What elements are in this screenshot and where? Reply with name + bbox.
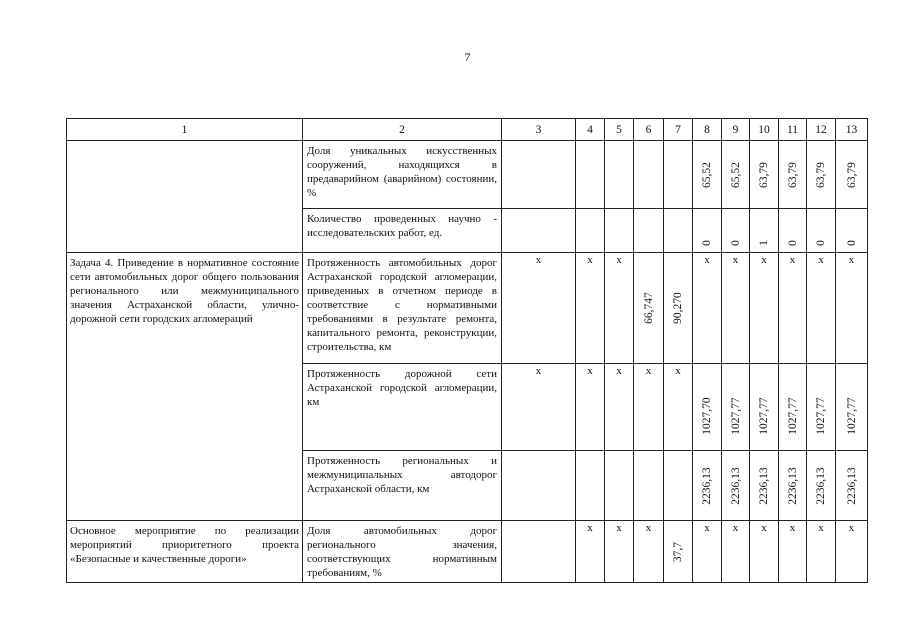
- header-cell: 5: [605, 119, 634, 141]
- value-cell: [693, 209, 722, 253]
- value-cell: х: [807, 521, 836, 583]
- header-cell: 6: [634, 119, 664, 141]
- value-cell: х: [664, 364, 693, 451]
- value-text: 63,79: [815, 162, 827, 188]
- value-cell: [779, 364, 807, 451]
- value-cell: [576, 209, 605, 253]
- value-cell: [634, 141, 664, 209]
- value-text: 65,52: [729, 162, 742, 188]
- value-text: 0: [701, 240, 713, 246]
- indicator-cell: Протяженность региональных и межмуниципальных автодорог Астраханской области, км: [303, 451, 502, 521]
- table-row: [67, 141, 868, 209]
- indicators-table: [66, 118, 868, 583]
- value-text: 2236,13: [815, 467, 827, 505]
- value-cell: [750, 451, 779, 521]
- value-text: 2236,13: [729, 467, 742, 505]
- value-text: 1027,77: [815, 397, 827, 435]
- value-cell: [779, 451, 807, 521]
- value-text: 63,79: [758, 162, 770, 188]
- header-cell: 3: [502, 119, 576, 141]
- header-cell: 4: [576, 119, 605, 141]
- value-cell: [664, 209, 693, 253]
- value-cell: [693, 364, 722, 451]
- value-text: 0: [729, 240, 742, 246]
- value-text: 2236,13: [701, 467, 713, 505]
- value-cell: [779, 209, 807, 253]
- value-cell: [807, 209, 836, 253]
- value-cell: [750, 141, 779, 209]
- value-cell: х: [634, 521, 664, 583]
- value-cell: [722, 209, 750, 253]
- value-cell: х: [605, 364, 634, 451]
- value-cell: х: [750, 253, 779, 364]
- value-cell: [836, 209, 868, 253]
- value-text: 0: [845, 240, 858, 246]
- value-text: 63,79: [786, 162, 799, 188]
- value-cell: х: [502, 253, 576, 364]
- header-row: [67, 119, 868, 141]
- value-cell: [576, 141, 605, 209]
- task-cell: [67, 141, 303, 253]
- header-cell: 12: [807, 119, 836, 141]
- value-cell: [693, 141, 722, 209]
- indicator-cell: Протяженность автомобильных дорог Астраханской городской агломерации, приведенных в отчетном периоде в соответствие с нормативными требованиями в результате ремонта, капитального ремонта, реконструкции, строительства, км: [303, 253, 502, 364]
- value-cell: [836, 451, 868, 521]
- header-cell: 13: [836, 119, 868, 141]
- page-number: 7: [464, 50, 471, 64]
- value-cell: х: [779, 521, 807, 583]
- value-cell: х: [693, 253, 722, 364]
- value-text: 1027,77: [758, 397, 770, 435]
- value-cell: [664, 253, 693, 364]
- indicator-cell: Протяженность дорожной сети Астраханской городской агломерации, км: [303, 364, 502, 451]
- value-cell: [634, 451, 664, 521]
- value-text: 1027,77: [729, 397, 742, 435]
- value-cell: х: [722, 253, 750, 364]
- header-cell: 11: [779, 119, 807, 141]
- value-cell: [664, 521, 693, 583]
- value-cell: [502, 521, 576, 583]
- header-cell: 8: [693, 119, 722, 141]
- header-cell: 7: [664, 119, 693, 141]
- value-text: 65,52: [701, 162, 713, 188]
- value-cell: [779, 141, 807, 209]
- value-cell: х: [693, 521, 722, 583]
- value-cell: х: [634, 364, 664, 451]
- value-cell: х: [722, 521, 750, 583]
- value-cell: [750, 209, 779, 253]
- value-text: 1027,77: [845, 397, 858, 435]
- value-cell: [836, 364, 868, 451]
- table-row: [67, 521, 868, 583]
- value-cell: [634, 209, 664, 253]
- indicator-cell: Количество проведенных научно - исследовательских работ, ед.: [303, 209, 502, 253]
- value-cell: х: [502, 364, 576, 451]
- value-cell: [664, 451, 693, 521]
- value-text: 63,79: [845, 162, 858, 188]
- header-cell: 1: [67, 119, 303, 141]
- value-cell: [722, 141, 750, 209]
- value-cell: [605, 141, 634, 209]
- value-text: 1027,70: [701, 397, 713, 435]
- value-cell: х: [836, 521, 868, 583]
- value-cell: [576, 451, 605, 521]
- value-cell: [634, 253, 664, 364]
- value-text: 2236,13: [786, 467, 799, 505]
- value-cell: [807, 141, 836, 209]
- value-text: 1027,77: [786, 397, 799, 435]
- value-cell: [605, 451, 634, 521]
- value-cell: [807, 451, 836, 521]
- value-cell: [664, 141, 693, 209]
- value-text: 0: [815, 240, 827, 246]
- value-text: 66,747: [642, 292, 655, 324]
- value-text: 1: [758, 240, 770, 246]
- value-cell: [836, 141, 868, 209]
- value-cell: х: [605, 253, 634, 364]
- value-cell: [502, 451, 576, 521]
- value-cell: х: [750, 521, 779, 583]
- value-cell: [605, 209, 634, 253]
- value-text: 37,7: [672, 541, 684, 562]
- indicator-cell: Доля автомобильных дорог регионального значения, соответствующих нормативным требованиям, %: [303, 521, 502, 583]
- value-cell: [502, 141, 576, 209]
- value-cell: [722, 364, 750, 451]
- value-cell: [693, 451, 722, 521]
- task-cell: Основное мероприятие по реализации мероприятий приоритетного проекта «Безопасные и качественные дороги»: [67, 521, 303, 583]
- header-cell: 9: [722, 119, 750, 141]
- value-cell: х: [576, 253, 605, 364]
- task-cell: Задача 4. Приведение в нормативное состояние сети автомобильных дорог общего пользования регионального или межмуниципального значения Астраханской области, улично-дорожной сети городских агломераций: [67, 253, 303, 521]
- value-cell: х: [576, 521, 605, 583]
- value-cell: [502, 209, 576, 253]
- header-cell: 10: [750, 119, 779, 141]
- value-cell: х: [779, 253, 807, 364]
- value-text: 90,270: [672, 292, 684, 324]
- value-cell: х: [605, 521, 634, 583]
- value-cell: [807, 364, 836, 451]
- value-cell: [722, 451, 750, 521]
- table-row: [67, 253, 868, 364]
- header-cell: 2: [303, 119, 502, 141]
- value-cell: [750, 364, 779, 451]
- value-text: 0: [786, 240, 799, 246]
- indicator-cell: Доля уникальных искусственных сооружений, находящихся в предаварийном (аварийном) состоянии, %: [303, 141, 502, 209]
- value-text: 2236,13: [845, 467, 858, 505]
- value-cell: х: [807, 253, 836, 364]
- value-cell: х: [576, 364, 605, 451]
- value-text: 2236,13: [758, 467, 770, 505]
- value-cell: х: [836, 253, 868, 364]
